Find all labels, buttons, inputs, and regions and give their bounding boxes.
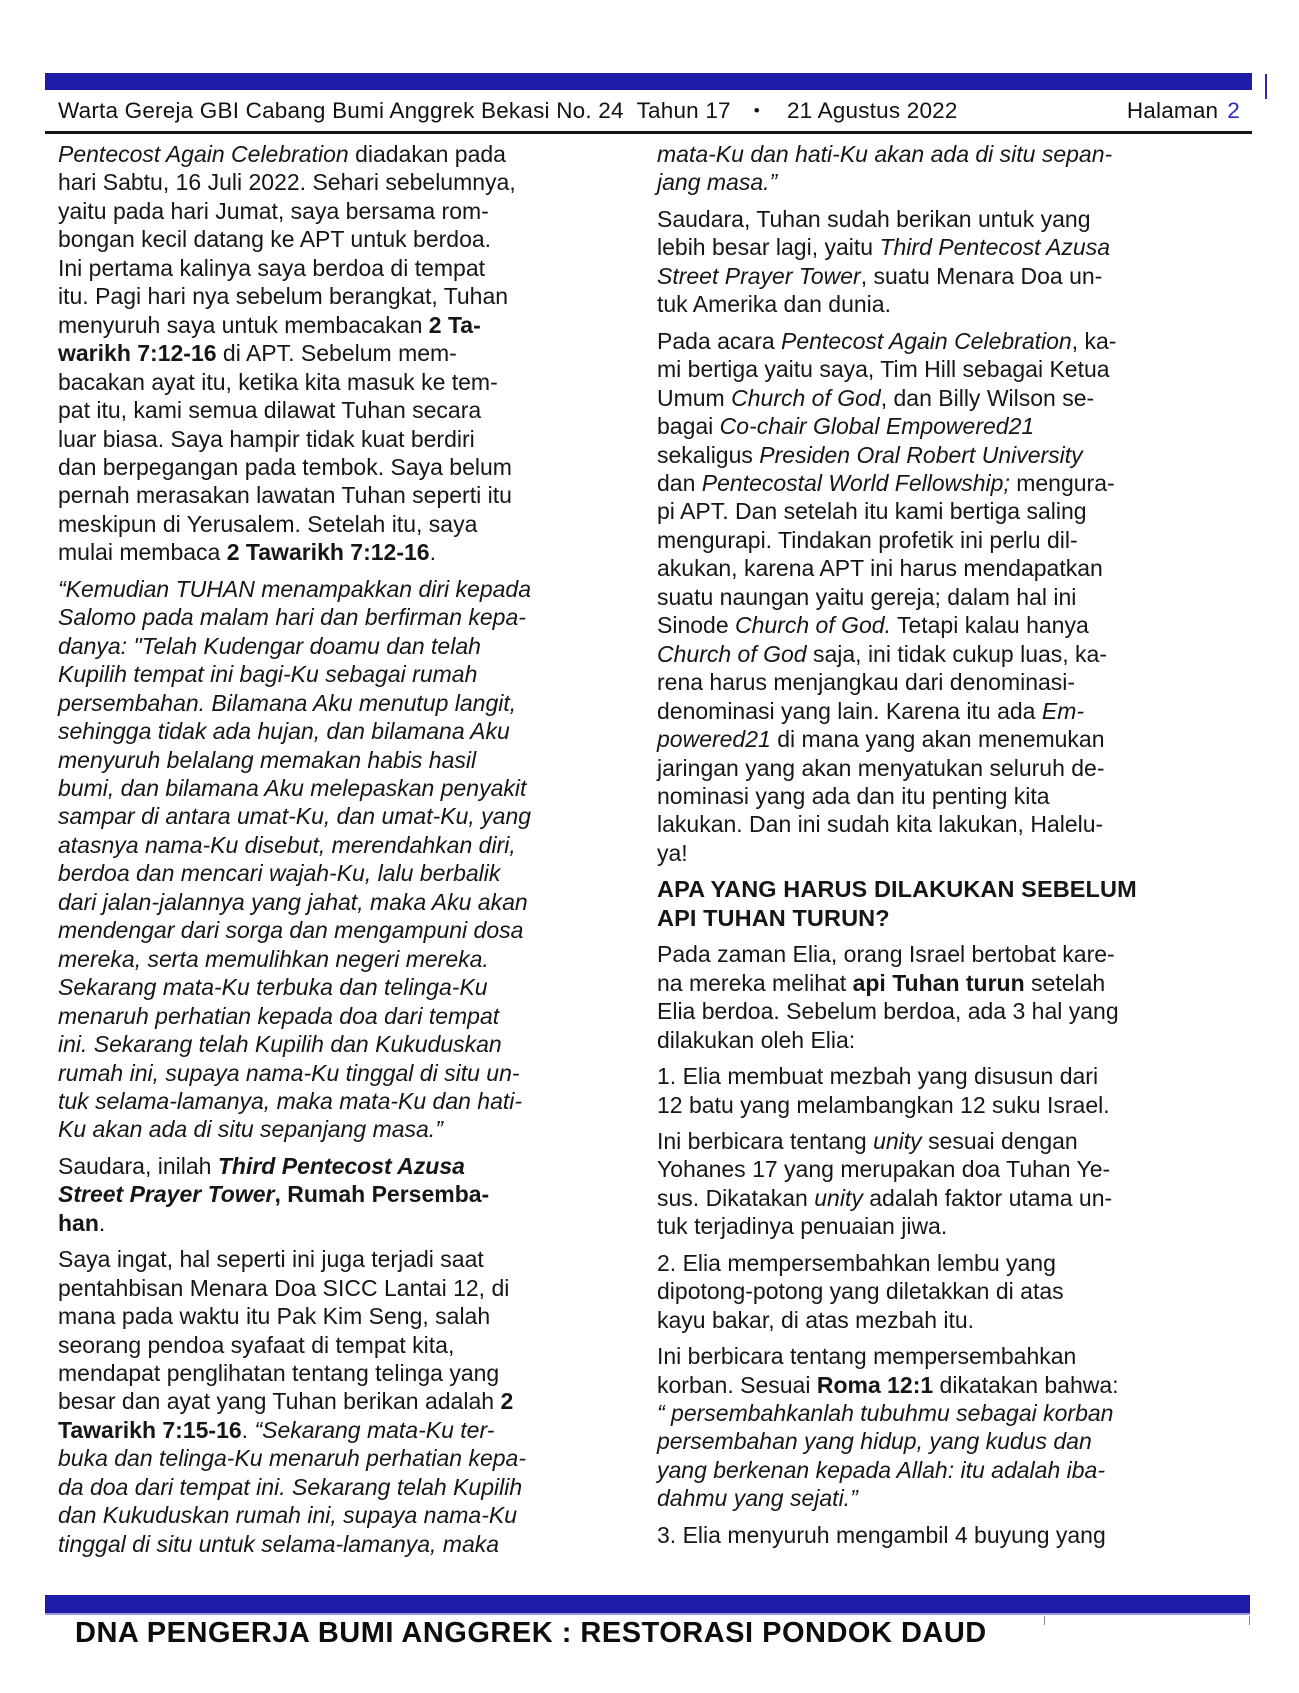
text-line — [58, 859, 624, 887]
text-run: unity — [814, 1184, 863, 1211]
text-line — [58, 368, 624, 396]
text-line — [657, 1184, 1214, 1212]
text-run: pernah merasakan lawatan Tuhan seperti itu — [58, 482, 512, 509]
text-line — [657, 384, 1214, 412]
text-run: Pentecost Again Celebration — [58, 141, 356, 167]
text-run: diadakan pada — [355, 141, 506, 167]
text-run: jang masa.” — [657, 169, 778, 196]
text-line — [58, 1002, 624, 1030]
text-line — [657, 290, 1214, 318]
text-line — [657, 583, 1214, 611]
footer-table-tick — [1249, 1616, 1250, 1625]
text-run: menaruh perhatian kepada doa dari tempat — [58, 1002, 500, 1029]
text-run: Sinode — [657, 612, 736, 639]
text-line — [58, 1530, 624, 1558]
text-line — [58, 1030, 624, 1058]
text-run: Pada zaman Elia, orang Israel bertobat kare- — [657, 941, 1115, 968]
right-text-column — [657, 140, 1214, 1549]
text-line — [58, 746, 624, 774]
text-run: tuk Amerika dan dunia. — [657, 291, 891, 318]
text-line — [657, 1427, 1214, 1455]
text-run: atasnya nama-Ku disebut, merendahkan diri, — [58, 831, 516, 858]
text-line — [58, 168, 624, 196]
text-line — [58, 339, 624, 367]
text-line — [58, 1059, 624, 1087]
text-line — [657, 262, 1214, 290]
text-run: Pentecost Again Celebration — [781, 327, 1072, 354]
text-run: meskipun di Yerusalem. Setelah itu, saya — [58, 510, 478, 537]
text-run: mana pada waktu itu Pak Kim Seng, salah — [58, 1303, 491, 1330]
text-line — [657, 1371, 1214, 1399]
text-run: menyuruh belalang memakan habis hasil — [58, 746, 477, 773]
text-run: 2. Elia mempersembahkan lembu yang — [657, 1249, 1056, 1276]
text-run: Pada acara — [657, 327, 782, 354]
bulletin-title: Warta Gereja GBI Cabang Bumi Anggrek Bekasi No. 24 Tahun 17 — [58, 97, 731, 123]
text-line — [58, 225, 624, 253]
text-line — [657, 1456, 1214, 1484]
text-run: setelah — [1024, 969, 1106, 996]
text-line — [657, 839, 1214, 867]
text-line — [657, 969, 1214, 997]
text-run: . — [429, 539, 436, 566]
header-accent-bar — [45, 73, 1252, 90]
text-run: 2 Ta- — [428, 311, 481, 338]
text-run: kayu bakar, di atas mezbah itu. — [657, 1306, 975, 1333]
text-run: mulai membaca — [58, 539, 227, 566]
text-run: tuk selama-lamanya, maka mata-Ku dan hati- — [58, 1087, 523, 1114]
text-line — [657, 1249, 1214, 1277]
text-line — [657, 233, 1214, 261]
text-run: Pentecostal World Fellowship; — [701, 469, 1010, 496]
text-line — [657, 1026, 1214, 1054]
text-run: tinggal di situ untuk selama-lamanya, maka — [58, 1530, 500, 1557]
text-line — [657, 168, 1214, 196]
text-line — [657, 526, 1214, 554]
text-line — [657, 875, 1214, 903]
page-header — [45, 90, 1252, 131]
text-line — [58, 689, 624, 717]
text-run: danya: "Telah Kudengar doamu dan telah — [58, 632, 481, 659]
text-run: dan Kukuduskan rumah ini, supaya nama-Ku — [58, 1502, 518, 1529]
text-line — [657, 1155, 1214, 1183]
text-run: dahmu yang sejati.” — [657, 1485, 858, 1512]
text-line — [58, 396, 624, 424]
text-run: dilakukan oleh Elia: — [657, 1026, 856, 1053]
text-line — [657, 554, 1214, 582]
text-line — [58, 916, 624, 944]
text-run: api Tuhan turun — [852, 969, 1025, 996]
text-run: buka dan telinga-Ku menaruh perhatian kepa- — [58, 1445, 526, 1472]
text-run: Street Prayer Tower — [58, 1181, 275, 1208]
text-run: warikh 7:12-16 — [58, 340, 217, 367]
header-rule — [45, 131, 1252, 134]
text-run: di mana yang akan menemukan — [770, 726, 1105, 753]
text-line — [58, 973, 624, 1001]
text-line — [657, 782, 1214, 810]
text-run: , suatu Menara Doa un- — [860, 262, 1103, 289]
text-line — [657, 725, 1214, 753]
text-run: sekaligus — [657, 441, 760, 468]
text-run: bagai — [657, 413, 720, 440]
text-line — [657, 205, 1214, 233]
text-run: tuk terjadinya penuaian jiwa. — [657, 1213, 948, 1240]
text-run: rena harus menjangkau dari denominasi- — [657, 669, 1076, 696]
text-line — [58, 140, 624, 168]
text-line — [58, 510, 624, 538]
text-run: yang berkenan kepada Allah: itu adalah iba- — [657, 1456, 1105, 1483]
text-run: “Kemudian TUHAN menampakkan diri kepada — [58, 575, 531, 602]
text-run: API TUHAN TURUN? — [657, 904, 890, 931]
text-run: 1. Elia membuat mezbah yang disusun dari — [657, 1063, 1099, 1090]
text-line — [58, 254, 624, 282]
text-line — [58, 1359, 624, 1387]
text-run: da doa dari tempat ini. Sekarang telah Kupilih — [58, 1473, 523, 1500]
text-run: mengura- — [1009, 469, 1115, 496]
text-run: , Rumah Persemba- — [274, 1181, 490, 1208]
text-run: Kupilih tempat ini bagi-Ku sebagai rumah — [58, 661, 478, 688]
text-line — [657, 697, 1214, 725]
text-line — [657, 940, 1214, 968]
text-run: Saudara, inilah — [58, 1152, 218, 1179]
text-run: lakukan. Dan ini sudah kita lakukan, Halelu- — [657, 811, 1104, 838]
text-run: mengurapi. Tindakan profetik ini perlu dil- — [657, 526, 1078, 553]
text-line — [657, 140, 1214, 168]
text-run: bongan kecil datang ke APT untuk berdoa. — [58, 226, 492, 253]
text-run: 12 batu yang melambangkan 12 suku Israel. — [657, 1091, 1110, 1118]
text-run: seorang pendoa syafaat di tempat kita, — [58, 1331, 455, 1358]
text-line — [58, 1209, 624, 1237]
text-run: denominasi yang lain. Karena itu ada — [657, 697, 1042, 724]
header-right-border — [1265, 74, 1267, 99]
text-line — [58, 1115, 624, 1143]
text-line — [657, 1062, 1214, 1090]
text-run: Saya ingat, hal seperti ini juga terjadi saat — [58, 1246, 484, 1273]
text-run: pentahbisan Menara Doa SICC Lantai 12, di — [58, 1274, 510, 1301]
text-run: Sekarang mata-Ku terbuka dan telinga-Ku — [58, 974, 488, 1001]
text-line — [657, 1277, 1214, 1305]
text-line — [657, 1399, 1214, 1427]
text-run: dipotong-potong yang diletakkan di atas — [657, 1278, 1064, 1305]
text-line — [657, 1484, 1214, 1512]
text-line — [657, 997, 1214, 1025]
text-line — [58, 660, 624, 688]
text-run: luar biasa. Saya hampir tidak kuat berdiri — [58, 425, 475, 452]
text-run: . — [241, 1416, 255, 1443]
text-line — [657, 810, 1214, 838]
text-run: Ini berbicara tentang — [657, 1127, 874, 1154]
text-run: mendengar dari sorga dan mengampuni dosa — [58, 917, 524, 944]
text-run: Church of God — [731, 384, 881, 411]
text-run: Umum — [657, 384, 732, 411]
text-run: berdoa dan mencari wajah-Ku, lalu berbalik — [58, 860, 501, 887]
header-right-group — [1101, 72, 1240, 150]
text-run: Ini pertama kalinya saya berdoa di tempat — [58, 254, 486, 281]
text-line — [657, 904, 1214, 932]
header-left-group — [58, 98, 958, 124]
text-run: “ persembahkanlah tubuhmu sebagai korban — [657, 1400, 1114, 1427]
text-run: mi bertiga yaitu saya, Tim Hill sebagai Ketua — [657, 356, 1110, 383]
text-run: dan berpegangan pada tembok. Saya belum — [58, 453, 512, 480]
text-run: , ka- — [1071, 327, 1117, 354]
text-run: sehingga tidak ada hujan, dan bilamana Aku — [58, 718, 510, 745]
text-run: APA YANG HARUS DILAKUKAN SEBELUM — [657, 876, 1137, 903]
text-line — [657, 640, 1214, 668]
text-run: pi APT. Dan setelah itu kami bertiga saling — [657, 498, 1087, 525]
text-run: hari Sabtu, 16 Juli 2022. Sehari sebelumnya, — [58, 169, 516, 196]
text-run: dikatakan bahwa: — [933, 1371, 1119, 1398]
text-run: unity — [873, 1127, 922, 1154]
text-line — [58, 1473, 624, 1501]
text-run: Church of God. — [735, 612, 891, 639]
text-line — [58, 774, 624, 802]
text-run: pat itu, kami semua dilawat Tuhan secara — [58, 397, 482, 424]
text-run: lebih besar lagi, yaitu — [657, 234, 880, 261]
text-run: 2 — [500, 1388, 514, 1415]
text-run: 2 Tawarikh 7:12-16 — [226, 539, 430, 566]
text-line — [58, 1387, 624, 1415]
text-line — [657, 327, 1214, 355]
footer-table-tick — [1044, 1616, 1045, 1625]
text-run: sampar di antara umat-Ku, dan umat-Ku, yang — [58, 803, 532, 830]
text-run: Em- — [1041, 697, 1085, 724]
bullet-separator: • — [753, 100, 760, 120]
text-run: Ku akan ada di situ sepanjang masa.” — [58, 1116, 443, 1143]
text-line — [58, 717, 624, 745]
text-run: ini. Sekarang telah Kupilih dan Kukuduskan — [58, 1031, 502, 1058]
text-line — [657, 1127, 1214, 1155]
page-number: 2 — [1227, 97, 1240, 123]
text-run: Church of God — [657, 640, 813, 667]
text-line — [58, 1087, 624, 1115]
text-run: di APT. Sebelum mem- — [216, 340, 457, 367]
text-run: Tetapi kalau hanya — [890, 612, 1089, 639]
text-line — [58, 632, 624, 660]
text-line — [657, 441, 1214, 469]
text-run: jaringan yang akan menyatukan seluruh de- — [657, 754, 1105, 781]
text-line — [58, 282, 624, 310]
text-run: Tawarikh 7:15-16 — [58, 1416, 242, 1443]
text-run: rumah ini, supaya nama-Ku tinggal di situ un- — [58, 1059, 520, 1086]
text-run: Co-chair Global Empowered21 — [719, 413, 1035, 440]
text-line — [58, 802, 624, 830]
text-line — [657, 412, 1214, 440]
text-line — [657, 469, 1214, 497]
text-run: dan — [657, 469, 702, 496]
text-run: itu. Pagi hari nya sebelum berangkat, Tuhan — [58, 283, 509, 310]
text-run: , dan Billy Wilson se- — [880, 384, 1095, 411]
text-line — [657, 1306, 1214, 1334]
text-line — [657, 1212, 1214, 1240]
text-run: Presiden Oral Robert University — [759, 441, 1083, 468]
text-run: powered21 — [657, 726, 771, 753]
issue-date: 21 Agustus 2022 — [786, 97, 958, 123]
text-run: mata-Ku dan hati-Ku akan ada di situ sepan- — [657, 141, 1113, 167]
text-run: Saudara, Tuhan sudah berikan untuk yang — [657, 205, 1091, 232]
left-text-column — [58, 140, 624, 1558]
text-run: persembahan yang hidup, yang kudus dan — [657, 1428, 1092, 1455]
text-run: besar dan ayat yang Tuhan berikan adalah — [58, 1388, 501, 1415]
text-line — [58, 575, 624, 603]
text-run: saja, ini tidak cukup luas, ka- — [812, 640, 1108, 667]
text-line — [58, 945, 624, 973]
text-line — [58, 1501, 624, 1529]
text-line — [58, 425, 624, 453]
text-run: mereka, serta memulihkan negeri mereka. — [58, 945, 489, 972]
text-run: Third Pentecost Azusa — [217, 1152, 465, 1179]
text-line — [58, 1444, 624, 1472]
text-run: sesuai dengan — [921, 1127, 1078, 1154]
text-run: persembahan. Bilamana Aku menutup langit, — [58, 689, 517, 716]
text-line — [657, 497, 1214, 525]
text-line — [657, 1521, 1214, 1549]
text-line — [58, 453, 624, 481]
text-line — [58, 1331, 624, 1359]
text-line — [58, 1245, 624, 1273]
text-run: adalah faktor utama un- — [862, 1184, 1113, 1211]
text-line — [657, 611, 1214, 639]
text-run: bumi, dan bilamana Aku melepaskan penyakit — [58, 774, 527, 801]
text-run: menyuruh saya untuk membacakan — [58, 311, 429, 338]
text-line — [58, 1302, 624, 1330]
text-run: Salomo pada malam hari dan berfirman kepa- — [58, 604, 526, 631]
text-line — [657, 668, 1214, 696]
text-line — [657, 355, 1214, 383]
footer-headline: DNA PENGERJA BUMI ANGGREK : RESTORASI PONDOK DAUD — [75, 1617, 987, 1649]
text-line — [58, 603, 624, 631]
text-run: Third Pentecost Azusa — [879, 234, 1111, 261]
text-line — [58, 538, 624, 566]
text-line — [58, 1274, 624, 1302]
text-run: “Sekarang mata-Ku ter- — [254, 1416, 495, 1443]
text-run: 3. Elia menyuruh mengambil 4 buyung yang — [657, 1521, 1106, 1548]
text-line — [58, 831, 624, 859]
footer-accent-bar — [45, 1595, 1250, 1615]
page-label: Halaman — [1126, 97, 1219, 123]
text-run: bacakan ayat itu, ketika kita masuk ke tem- — [58, 368, 498, 395]
text-run: Ini berbicara tentang mempersembahkan — [657, 1343, 1077, 1370]
text-run: Roma 12:1 — [816, 1371, 934, 1398]
text-run: akukan, karena APT ini harus mendapatkan — [657, 555, 1103, 582]
text-line — [657, 754, 1214, 782]
text-line — [58, 1416, 624, 1444]
text-run: ya! — [657, 839, 688, 866]
text-run: sus. Dikatakan — [657, 1184, 815, 1211]
text-line — [58, 481, 624, 509]
text-run: Street Prayer Tower — [657, 262, 861, 289]
text-line — [58, 1180, 624, 1208]
text-run: mendapat penglihatan tentang telinga yang — [58, 1360, 500, 1387]
text-run: korban. Sesuai — [657, 1371, 817, 1398]
text-line — [58, 888, 624, 916]
text-run: na mereka melihat — [657, 969, 853, 996]
text-run: han — [58, 1209, 99, 1236]
text-run: nominasi yang ada dan itu penting kita — [657, 782, 1050, 809]
text-run: yaitu pada hari Jumat, saya bersama rom- — [58, 197, 489, 224]
text-line — [58, 197, 624, 225]
text-line — [58, 1152, 624, 1180]
text-run: suatu naungan yaitu gereja; dalam hal ini — [657, 583, 1077, 610]
text-run: Elia berdoa. Sebelum berdoa, ada 3 hal yang — [657, 998, 1119, 1025]
text-line — [657, 1091, 1214, 1119]
text-run: . — [98, 1209, 106, 1236]
text-line — [58, 311, 624, 339]
text-run: dari jalan-jalannya yang jahat, maka Aku akan — [58, 888, 528, 915]
text-run: Yohanes 17 yang merupakan doa Tuhan Ye- — [657, 1156, 1111, 1183]
text-line — [657, 1342, 1214, 1370]
